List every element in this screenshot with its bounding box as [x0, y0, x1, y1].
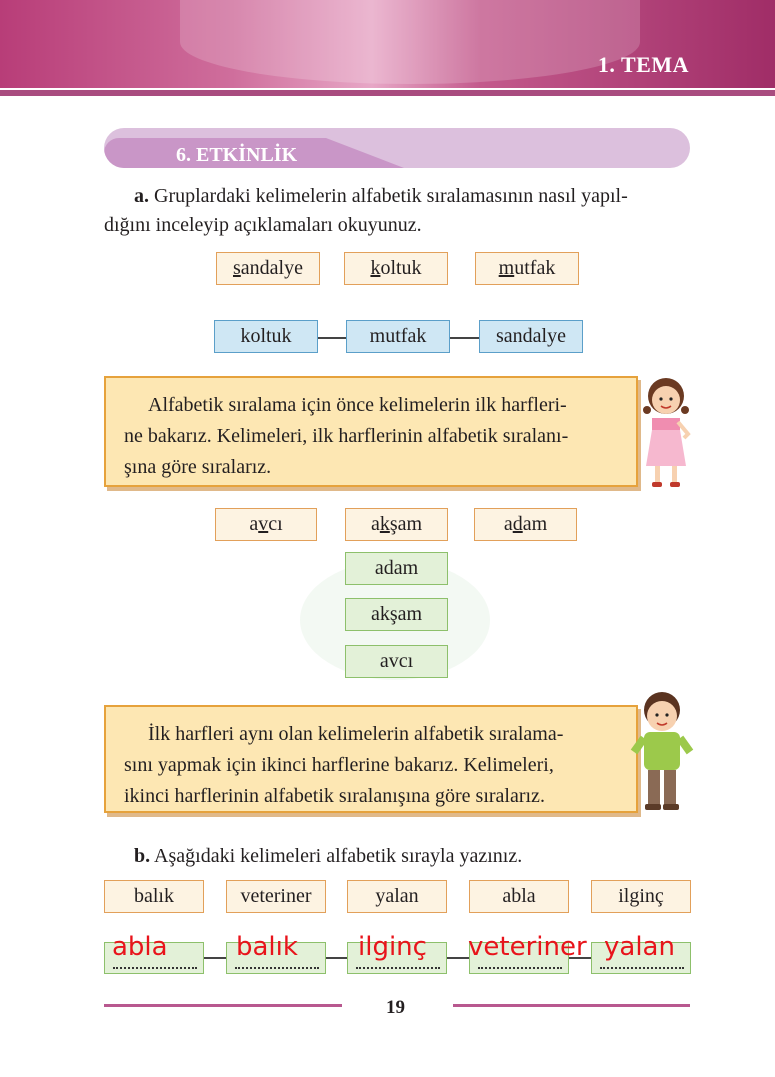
part-a-text-1: Gruplardaki kelimelerin alfabetik sıralamasının nasıl yapıl-: [154, 185, 628, 207]
word-rest: andalye: [240, 257, 303, 279]
sorted-word-box: akşam: [345, 598, 448, 631]
dotted-line: [113, 967, 197, 969]
first-letter: s: [233, 257, 241, 279]
handwritten-answer: veteriner: [468, 932, 587, 962]
info-text-line: İlk harfleri aynı olan kelimelerin alfabetik sıralama-: [148, 723, 564, 745]
info-text-line: sını yapmak için ikinci harflerine bakarız. Kelimeleri,: [124, 754, 554, 776]
first-letter: a: [503, 513, 513, 535]
first-letter: m: [498, 257, 515, 279]
footer-line-right: [453, 1004, 690, 1007]
first-letter: a: [370, 513, 380, 535]
footer-line-left: [104, 1004, 342, 1007]
activity-title: 6. ETKİNLİK: [176, 144, 298, 166]
handwritten-answer: balık: [236, 932, 298, 962]
sorted-word-box: avcı: [345, 645, 448, 678]
page-number: 19: [386, 997, 405, 1018]
connector-line: [447, 957, 469, 959]
word-rest: cı: [268, 513, 283, 535]
part-b-text: Aşağıdaki kelimeleri alfabetik sırayla yazınız.: [154, 845, 523, 867]
word-box-sandalye: [216, 252, 320, 285]
sorted-word-box: mutfak: [346, 320, 450, 353]
girl-illustration: [636, 370, 696, 492]
word-box-avci: [215, 508, 317, 541]
dotted-line: [235, 967, 319, 969]
first-letter: a: [249, 513, 259, 535]
word-box-adam: [474, 508, 577, 541]
first-letter: k: [370, 257, 381, 279]
word-rest: am: [522, 513, 548, 535]
word-box-aksam: [345, 508, 448, 541]
connector-line: [326, 957, 347, 959]
part-b-letter: b.: [134, 845, 151, 867]
sorted-word-box: adam: [345, 552, 448, 585]
word-box-koltuk: [344, 252, 448, 285]
second-letter: k: [379, 513, 390, 535]
info-text-line: şına göre sıralarız.: [124, 456, 272, 478]
connector-line: [450, 337, 479, 339]
exercise-word-box: balık: [104, 880, 204, 913]
second-letter: v: [258, 513, 269, 535]
theme-label: 1. TEMA: [597, 52, 689, 77]
word-rest: şam: [389, 513, 423, 535]
boy-illustration: [630, 688, 694, 816]
info-text-line: Alfabetik sıralama için önce kelimelerin ilk harfleri-: [148, 394, 567, 416]
sorted-word-box: koltuk: [214, 320, 318, 353]
part-a-instruction-line1: [134, 182, 694, 210]
header-line: [0, 90, 775, 96]
word-rest: utfak: [514, 257, 556, 279]
dotted-line: [478, 967, 562, 969]
exercise-word-box: ilginç: [591, 880, 691, 913]
exercise-word-box: veteriner: [226, 880, 326, 913]
part-a-instruction-line2: dığını inceleyip açıklamaları okuyunuz.: [104, 214, 422, 236]
connector-line: [204, 957, 226, 959]
sorted-word-box: sandalye: [479, 320, 583, 353]
info-box-second-letter: [104, 705, 638, 813]
second-letter: d: [512, 513, 523, 535]
handwritten-answer: abla: [112, 932, 168, 962]
handwritten-answer: yalan: [604, 932, 675, 962]
word-rest: oltuk: [380, 257, 422, 279]
info-text-line: ikinci harflerinin alfabetik sıralanışına göre sıralarız.: [124, 785, 545, 807]
info-text-line: ne bakarız. Kelimeleri, ilk harflerinin alfabetik sıralanı-: [124, 425, 569, 447]
dotted-line: [356, 967, 440, 969]
exercise-word-box: abla: [469, 880, 569, 913]
handwritten-answer: ilginç: [358, 932, 427, 962]
info-box-first-letter: [104, 376, 638, 487]
dotted-line: [600, 967, 684, 969]
part-b-instruction: [134, 842, 674, 870]
exercise-word-box: yalan: [347, 880, 447, 913]
connector-line: [318, 337, 346, 339]
part-a-letter: a.: [134, 185, 149, 207]
header-wave: [180, 0, 640, 84]
word-box-mutfak: [475, 252, 579, 285]
